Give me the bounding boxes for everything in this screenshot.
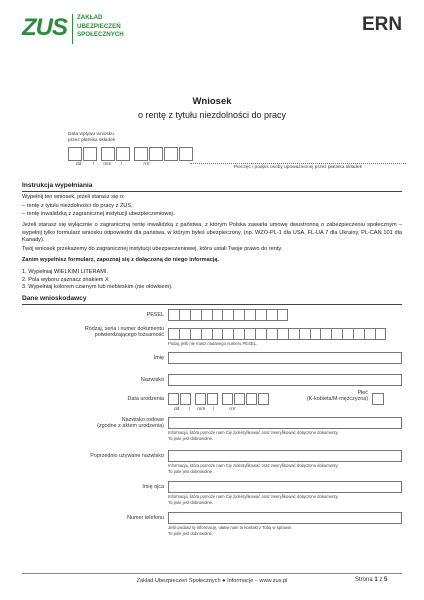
family-name-label (40, 417, 164, 430)
date-cell[interactable] (101, 147, 115, 161)
receipt-label-line-2: przez płatnika składek (68, 138, 116, 143)
mm-label: mm (103, 162, 112, 167)
doc-cell[interactable] (179, 328, 190, 340)
doc-cell[interactable] (233, 328, 244, 340)
dd-label: dd (76, 162, 82, 167)
date-cell[interactable] (164, 147, 178, 161)
receipt-date-cells[interactable] (68, 147, 194, 161)
first-name-input[interactable] (168, 352, 402, 364)
doc-cell[interactable] (288, 328, 299, 340)
family-name-label-line-1: Nazwisko rodowe (121, 417, 164, 423)
doc-cell[interactable] (353, 328, 364, 340)
instructions-bold-note: Zanim wypełnisz formularz, zapoznaj się z dołączoną do niego informacją. (22, 256, 220, 263)
applicant-heading: Dane wnioskodawcy (22, 295, 402, 305)
receipt-label-line-1: Data wpływu wniosku (68, 132, 114, 137)
page-subtitle: o rentę z tytułu niezdolności do pracy (137, 110, 287, 120)
doc-cell[interactable] (310, 328, 321, 340)
mm-label: mm (197, 407, 206, 412)
family-name-label-line-2: (zgodne z aktem urodzenia) (97, 423, 164, 430)
instructions-body (22, 194, 402, 291)
date-cell[interactable] (134, 147, 148, 161)
instructions-paragraph-2: Twój wniosek przekażemy do zagranicznej instytucji ubezpieczeniowej, która ustali Twoje prawo do renty. (22, 246, 283, 253)
dob-input[interactable] (168, 393, 270, 405)
pesel-cell[interactable] (190, 309, 201, 321)
zus-logo: ZUS (22, 14, 67, 41)
page-sep: z (379, 577, 383, 583)
doc-cell[interactable] (212, 328, 223, 340)
dob-cell[interactable] (207, 393, 218, 405)
receipt-date-format (76, 162, 196, 168)
doc-cell[interactable] (331, 328, 342, 340)
id-document-label-line-1: Rodzaj, seria i numer dokumentu (84, 326, 164, 332)
instructions-step: 1. Wypełniaj WIELKIMI LITERAMI. (22, 269, 109, 276)
date-cell[interactable] (68, 147, 82, 161)
id-document-label (40, 326, 164, 339)
phone-hint (168, 525, 402, 536)
date-cell[interactable] (149, 147, 163, 161)
rrrr-label: rrrr (229, 407, 236, 412)
signature-line (190, 163, 406, 164)
pesel-cell[interactable] (222, 309, 233, 321)
doc-cell[interactable] (201, 328, 212, 340)
page-indicator (355, 577, 387, 583)
doc-cell[interactable] (244, 328, 255, 340)
doc-cell[interactable] (168, 328, 179, 340)
phone-hint-line-2: To pole jest dobrowolne. (168, 530, 214, 536)
date-cell[interactable] (179, 147, 193, 161)
signature-caption: Pieczęć i podpis osoby upoważnionej przez płatnika składek (234, 165, 362, 170)
doc-cell[interactable] (299, 328, 310, 340)
father-name-input[interactable] (168, 481, 402, 493)
id-document-label-line-2: potwierdzającego tożsamość (94, 332, 164, 339)
instructions-step: 2. Pola wyboru zaznacz znakiem X (22, 276, 109, 283)
doc-cell[interactable] (266, 328, 277, 340)
first-name-label: Imię (153, 355, 164, 361)
father-name-hint (168, 494, 402, 505)
pesel-cell[interactable] (201, 309, 212, 321)
doc-cell[interactable] (342, 328, 353, 340)
previous-surname-hint-line-2: To pole jest dobrowolne. (168, 468, 214, 474)
dob-cell[interactable] (222, 393, 233, 405)
dd-label: dd (174, 407, 180, 412)
pesel-cell[interactable] (244, 309, 255, 321)
instructions-paragraph-1: Jeżeli starasz się wyłącznie o zagraniczną rentę inwalidzką z państwa, z którym Polska zawarła umowę dwustronną o zabezpieczeniu społecznym – wypełnij tylko formularz wniosku odpowiedni dla państwa, w którym byłeś ubezpieczony, (np. WZO-PL-1 dla USA, FL-UA 7 dla Ukrainy, PL-CAN 101 dla Kanady). (22, 222, 402, 244)
sex-input[interactable] (372, 393, 384, 405)
phone-label: Numer telefonu (127, 515, 164, 521)
doc-cell[interactable] (222, 328, 233, 340)
dob-cell[interactable] (168, 393, 179, 405)
sep: / (92, 162, 95, 167)
id-document-input[interactable] (168, 328, 386, 340)
previous-surname-hint (168, 463, 402, 474)
institution-line-1: ZAKŁAD (77, 14, 103, 21)
dob-cell[interactable] (246, 393, 257, 405)
page-prefix: Strona (355, 577, 373, 583)
institution-name (77, 14, 124, 40)
instructions-heading: Instrukcja wypełniania (22, 182, 402, 192)
page-total: 5 (384, 577, 388, 583)
pesel-cell[interactable] (168, 309, 179, 321)
phone-hint-line-1: Jeśli podasz tę informację, ułatwi nam to kontakt z Tobą w sprawie. (168, 525, 293, 530)
father-name-hint-line-2: To pole jest dobrowolne. (168, 499, 214, 505)
pesel-cell[interactable] (277, 309, 288, 321)
rrrr-label: rrrr (143, 162, 150, 167)
pesel-input[interactable] (168, 309, 288, 321)
pesel-cell[interactable] (212, 309, 223, 321)
doc-cell[interactable] (364, 328, 375, 340)
dob-format (174, 407, 294, 413)
pesel-label: PESEL (146, 312, 164, 318)
sep: / (120, 162, 123, 167)
sep: / (188, 407, 191, 412)
pesel-cell[interactable] (233, 309, 244, 321)
family-name-hint-line-2: To pole jest dobrowolne. (168, 435, 214, 441)
pesel-cell[interactable] (179, 309, 190, 321)
date-cell[interactable] (116, 147, 130, 161)
pesel-cell[interactable] (255, 309, 266, 321)
dob-cell[interactable] (258, 393, 269, 405)
receipt-date-label (68, 132, 115, 144)
page-title: Wniosek (192, 96, 232, 107)
dob-cell[interactable] (195, 393, 206, 405)
institution-line-3: SPOŁECZNYCH (77, 31, 124, 39)
previous-surname-hint-line-1: Informacja, która pomoże nam Cię zidentyfikować oraz zweryfikować dołączone dokumenty. (168, 463, 339, 468)
dob-cell[interactable] (180, 393, 191, 405)
pesel-cell[interactable] (266, 309, 277, 321)
doc-cell[interactable] (190, 328, 201, 340)
sex-label (300, 390, 368, 403)
id-document-hint: Podaj, jeśli nie masz nadanego numeru PESEL. (168, 341, 258, 346)
doc-cell[interactable] (255, 328, 266, 340)
date-cell[interactable] (83, 147, 97, 161)
family-name-hint (168, 430, 402, 441)
institution-line-2: UBEZPIECZEŃ (77, 22, 121, 30)
footer-institution: Zakład Ubezpieczeń Społecznych ● Informacje – www.zus.pl (136, 578, 288, 584)
doc-cell[interactable] (320, 328, 331, 340)
dob-label: Data urodzenia (127, 396, 164, 402)
instructions-intro: Wypełnij ten wniosek, jeżeli starasz się o: (22, 194, 125, 200)
instructions-list-item: – rentę z tytułu niezdolności do pracy z ZUS, (22, 203, 133, 210)
form-code: ERN (362, 14, 403, 35)
previous-surname-input[interactable] (168, 450, 402, 462)
father-name-hint-line-1: Informacja, która pomoże nam Cię zidentyfikować oraz zweryfikować dołączone dokumenty. (168, 494, 339, 499)
doc-cell[interactable] (375, 328, 386, 340)
instructions-list-item: – rentę inwalidzką z zagranicznej instytucji ubezpieczeniowej. (22, 210, 175, 217)
family-name-input[interactable] (168, 417, 402, 429)
sep: / (212, 407, 215, 412)
surname-input[interactable] (168, 374, 402, 386)
dob-cell[interactable] (234, 393, 245, 405)
footer-divider (22, 573, 402, 574)
family-name-hint-line-1: Informacja, która pomoże nam Cię zidentyfikować oraz zweryfikować dołączone dokumenty. (168, 430, 339, 435)
sex-hint: (K-kobieta/M-mężczyzna) (306, 396, 368, 403)
instructions-step: 3. Wypełniaj kolorem czarnym lub niebieskim (nie ołówkiem). (22, 284, 173, 291)
page-current: 1 (374, 577, 378, 583)
previous-surname-label: Poprzednio używane nazwisko (90, 453, 164, 459)
doc-cell[interactable] (277, 328, 288, 340)
logo-divider (72, 14, 73, 44)
father-name-label: Imię ojca (142, 484, 164, 490)
surname-label: Nazwisko (140, 377, 164, 383)
phone-input[interactable] (168, 512, 402, 524)
sex-label-text: Płeć (357, 390, 368, 396)
